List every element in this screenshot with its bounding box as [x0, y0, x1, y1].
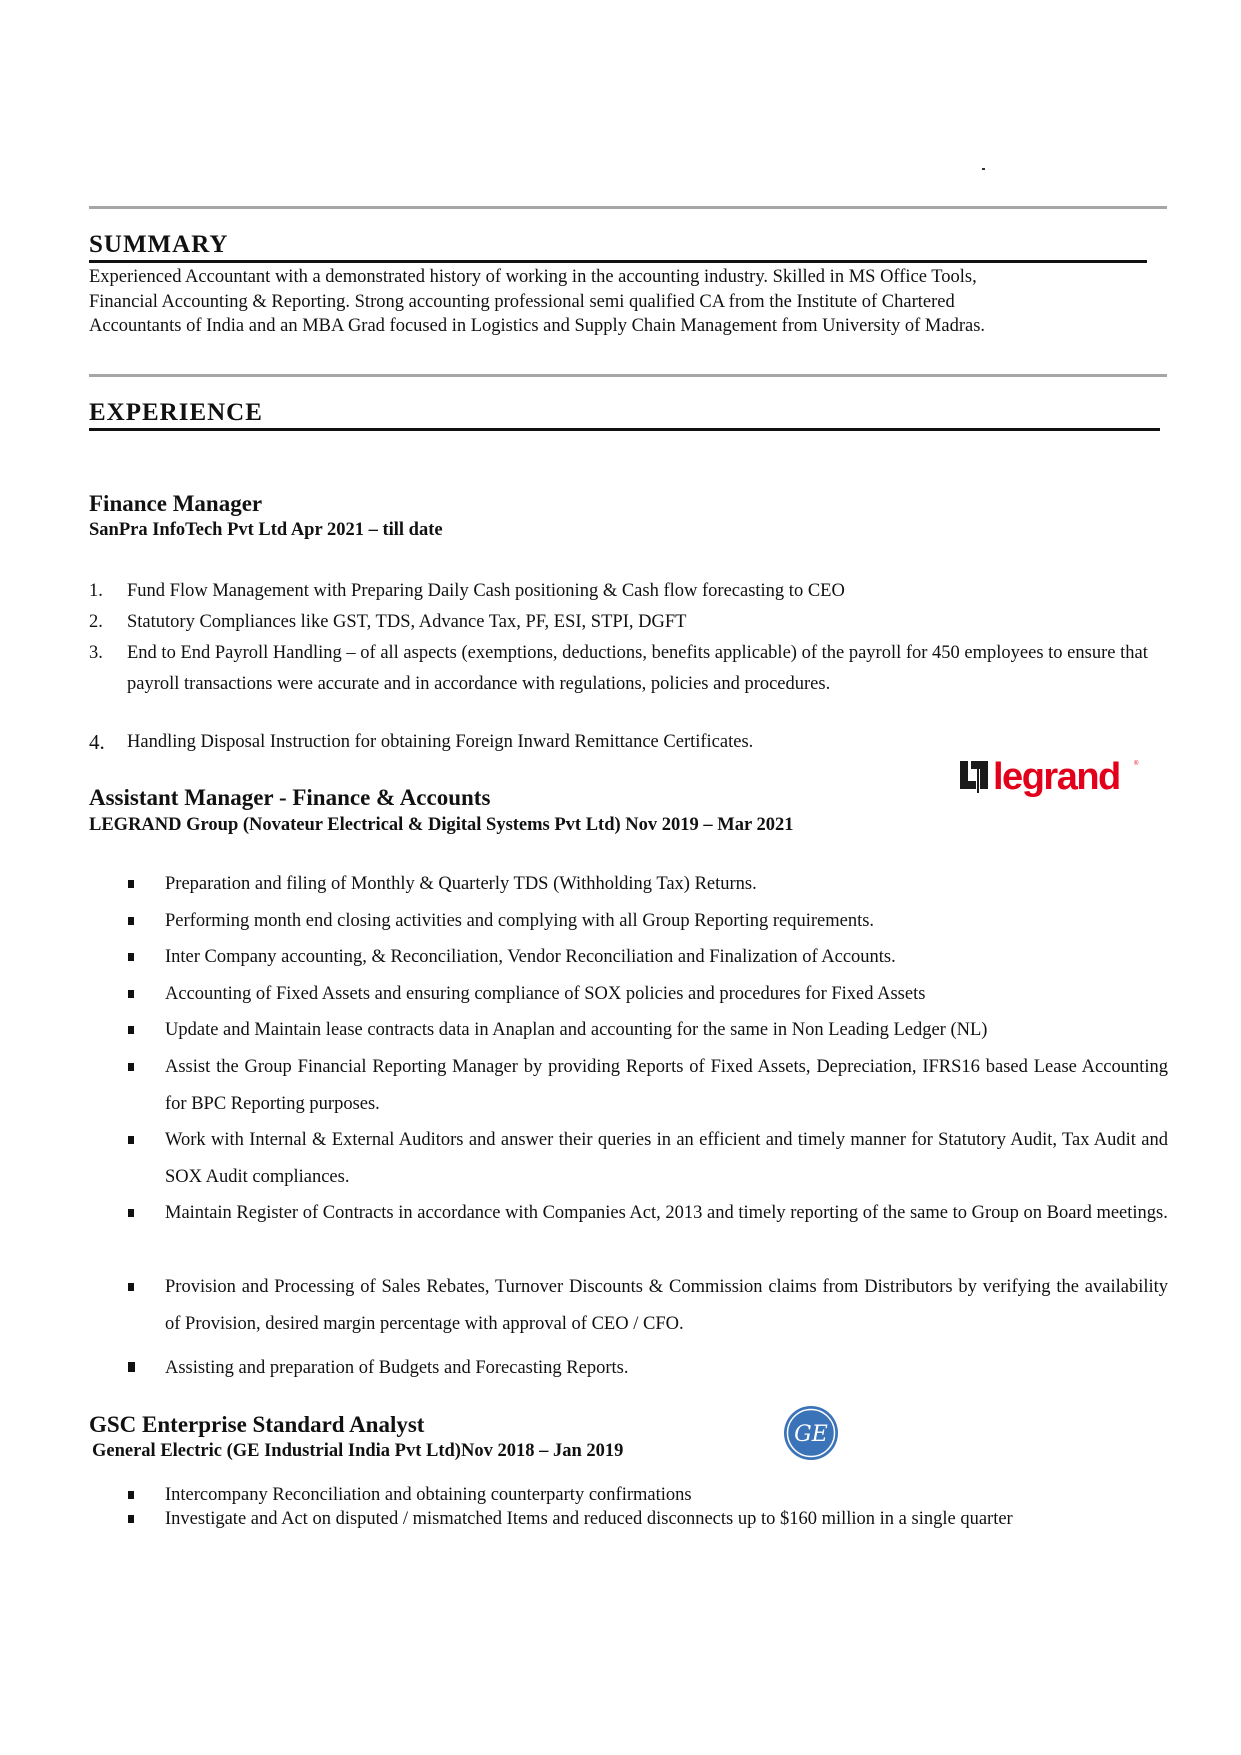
- top-divider: [89, 206, 1167, 209]
- list-item: [128, 1507, 1168, 1532]
- list-item: [128, 1049, 1168, 1122]
- list-number: 4.: [89, 730, 105, 754]
- list-item: [89, 638, 1169, 700]
- list-item: [128, 1195, 1168, 1232]
- bullet-icon: [128, 1283, 134, 1291]
- experience-heading-text: EXPERIENCE: [89, 399, 263, 426]
- list-text: Assisting and preparation of Budgets and Forecasting Reports.: [165, 1358, 629, 1378]
- list-text: Inter Company accounting, & Reconciliation, Vendor Reconciliation and Finalization of Accounts.: [165, 947, 896, 967]
- list-text: Intercompany Reconciliation and obtaining counterparty confirmations: [165, 1485, 692, 1505]
- bullet-icon: [128, 917, 134, 925]
- section-divider: [89, 374, 1167, 377]
- stray-mark: [982, 168, 985, 170]
- summary-heading-text: SUMMARY: [89, 231, 229, 258]
- bullet-icon: [128, 990, 134, 998]
- list-text: Investigate and Act on disputed / mismatched Items and reduced disconnects up to $160 million in a single quarter: [165, 1509, 1013, 1529]
- bullet-icon: [128, 1209, 134, 1217]
- list-item: [128, 1122, 1168, 1195]
- list-item: [128, 1269, 1168, 1342]
- list-text: Handling Disposal Instruction for obtaining Foreign Inward Remittance Certificates.: [127, 732, 754, 752]
- job-title: GSC Enterprise Standard Analyst: [89, 1412, 425, 1437]
- job-title: Finance Manager: [89, 491, 263, 516]
- list-item: [128, 1012, 1168, 1049]
- svg-text:legrand: legrand: [993, 756, 1120, 798]
- summary-line: Experienced Accountant with a demonstrated history of working in the accounting industry. Skilled in MS Office Tools,: [89, 267, 977, 287]
- list-text: Performing month end closing activities and complying with all Group Reporting requirements.: [165, 911, 875, 931]
- list-number: 1.: [89, 581, 103, 601]
- list-text: Fund Flow Management with Preparing Daily Cash positioning & Cash flow forecasting to CEO: [127, 581, 845, 601]
- list-text: Maintain Register of Contracts in accordance with Companies Act, 2013 and timely reporting of the same to Group on Board meetings.: [165, 1203, 1168, 1223]
- list-text: Statutory Compliances like GST, TDS, Advance Tax, PF, ESI, STPI, DGFT: [127, 612, 687, 632]
- bullet-icon: [128, 880, 134, 888]
- list-item: [89, 607, 1169, 638]
- experience-heading: [89, 398, 1160, 431]
- svg-text:®: ®: [1134, 761, 1139, 767]
- list-item: [89, 727, 1169, 758]
- list-item: [128, 866, 1168, 903]
- summary-line: Financial Accounting & Reporting. Strong accounting professional semi qualified CA from the Institute of Chartered: [89, 291, 955, 312]
- list-item: [128, 1350, 1168, 1387]
- legrand-mark-icon: [960, 755, 1140, 801]
- job-title: Assistant Manager - Finance & Accounts: [89, 785, 491, 810]
- legrand-logo: [960, 755, 1140, 801]
- list-text: Provision and Processing of Sales Rebates, Turnover Discounts & Commission claims from Distributors by verifying the availability of Provision, desired margin percentage with approval of CEO / CFO.: [165, 1277, 1168, 1334]
- list-text: End to End Payroll Handling – of all aspects (exemptions, deductions, benefits applicable) of the payroll for 450 employees to ensure that payroll transactions were accurate and in accordance with regulations, policies and procedures.: [127, 643, 1148, 694]
- bullet-icon: [128, 1063, 134, 1071]
- bullet-icon: [128, 1362, 135, 1372]
- list-item: [128, 976, 1168, 1013]
- list-item: [128, 903, 1168, 940]
- list-number: 2.: [89, 612, 103, 632]
- summary-heading: [89, 230, 1147, 263]
- list-text: Work with Internal & External Auditors and answer their queries in an efficient and timely manner for Statutory Audit, Tax Audit and SOX Audit compliances.: [165, 1130, 1168, 1187]
- list-text: Preparation and filing of Monthly & Quarterly TDS (Withholding Tax) Returns.: [165, 874, 757, 894]
- job-company-dates: LEGRAND Group (Novateur Electrical & Digital Systems Pvt Ltd) Nov 2019 – Mar 2021: [89, 815, 794, 835]
- summary-paragraph: [89, 265, 1169, 339]
- svg-text:GE: GE: [794, 1422, 828, 1447]
- job-company-dates: SanPra InfoTech Pvt Ltd Apr 2021 – till date: [89, 520, 443, 540]
- list-number: 3.: [89, 643, 103, 663]
- list-text: Update and Maintain lease contracts data in Anaplan and accounting for the same in Non Leading Ledger (NL): [165, 1020, 988, 1040]
- bullet-icon: [128, 1491, 134, 1499]
- summary-line: Accountants of India and an MBA Grad focused in Logistics and Supply Chain Management from University of Madras.: [89, 316, 986, 336]
- ge-logo: [783, 1405, 839, 1461]
- list-text: Assist the Group Financial Reporting Manager by providing Reports of Fixed Assets, Depreciation, IFRS16 based Lease Accounting for BPC Reporting purposes.: [165, 1057, 1168, 1114]
- bullet-icon: [128, 953, 134, 961]
- list-item: [128, 939, 1168, 976]
- bullet-icon: [128, 1515, 134, 1523]
- job-company-dates: General Electric (GE Industrial India Pvt Ltd)Nov 2018 – Jan 2019: [92, 1441, 624, 1461]
- bullet-icon: [128, 1136, 134, 1144]
- list-item: [89, 576, 1169, 607]
- bullet-icon: [128, 1026, 134, 1034]
- ge-monogram-icon: [783, 1405, 839, 1461]
- list-item: [128, 1483, 1168, 1508]
- list-text: Accounting of Fixed Assets and ensuring compliance of SOX policies and procedures for Fixed Assets: [165, 984, 926, 1004]
